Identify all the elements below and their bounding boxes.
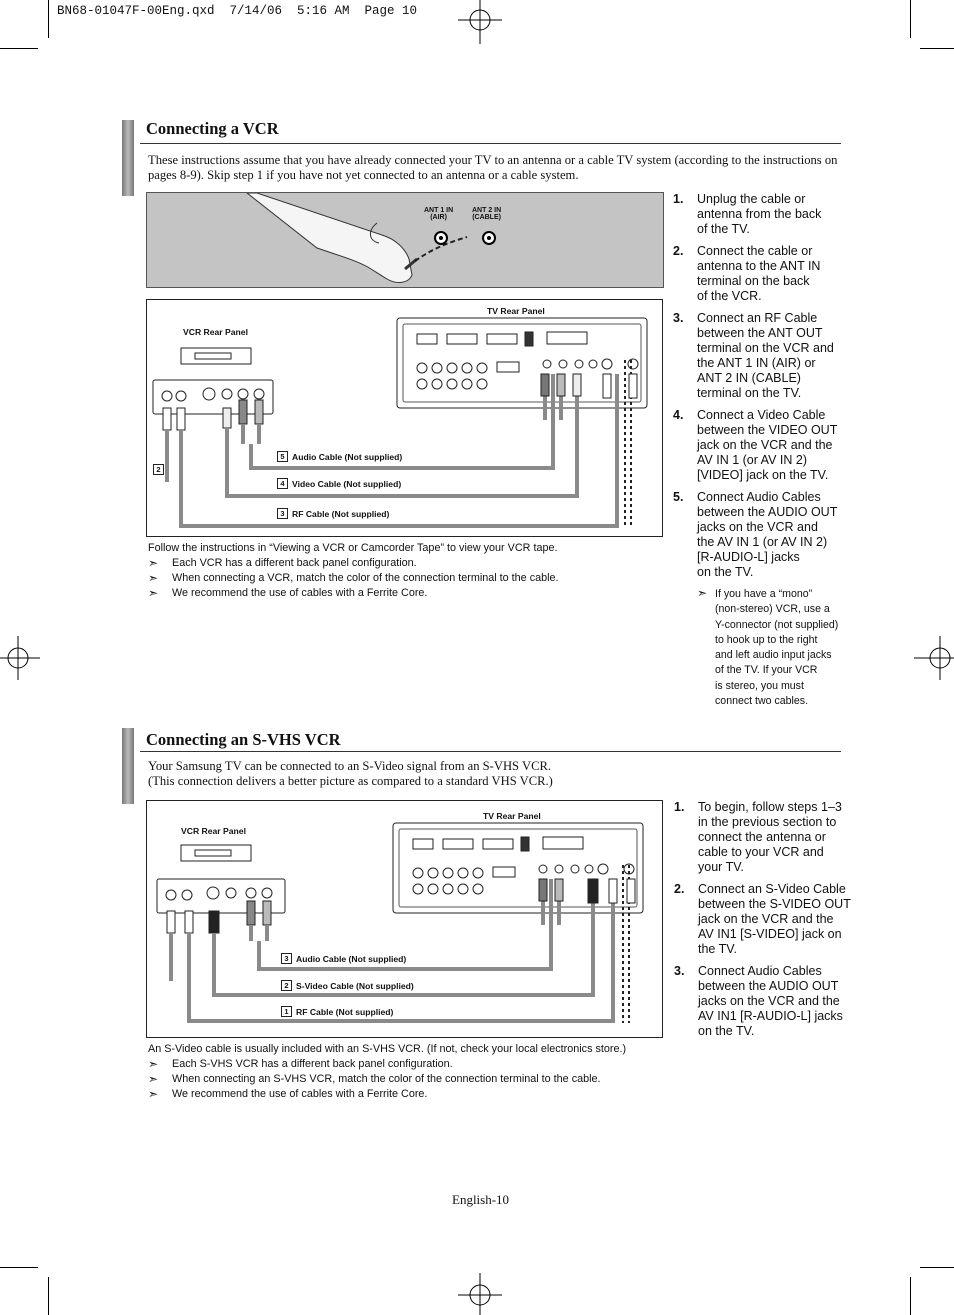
section-rule xyxy=(140,143,841,144)
svhs-connection-diagram xyxy=(146,800,663,1038)
step-item: 2. Connect an S-Video Cable between the S-VIDEO OUT jack on the VCR and the AV IN1 [S-VIDEO] jack on the TV. xyxy=(674,882,851,956)
section-title: Connecting a VCR xyxy=(146,119,279,138)
note-line: is stereo, you must xyxy=(715,679,804,692)
section-bar xyxy=(122,728,134,804)
step-item: 3. Connect Audio Cables between the AUDIO OUT jacks on the VCR and the AV IN1 [R-AUDIO-L] jacks on the TV. xyxy=(674,964,843,1038)
vcr-connection-diagram xyxy=(146,299,663,537)
crop-mark xyxy=(920,1267,954,1268)
notes-lead: Follow the instructions in “Viewing a VCR or Camcorder Tape” to view your VCR tape. xyxy=(148,542,558,554)
crop-mark xyxy=(910,0,911,38)
instruction-steps xyxy=(673,192,853,587)
rf-cable-label: 1 RF Cable (Not supplied) xyxy=(281,1006,393,1017)
registration-mark-left xyxy=(0,636,40,680)
section-intro xyxy=(148,759,838,789)
note-line: If you have a “mono” xyxy=(715,588,813,600)
step-item: 1. Unplug the cable or antenna from the back of the TV. xyxy=(673,192,822,236)
step-item: 2. Connect the cable or antenna to the ANT IN terminal on the back of the VCR. xyxy=(673,244,821,303)
intro-line: (This connection delivers a better picture as compared to a standard VHS VCR.) xyxy=(148,774,553,788)
note-bullet: ➣ Each VCR has a different back panel configuration. xyxy=(148,556,417,570)
step-item: 5. Connect Audio Cables between the AUDIO OUT jacks on the VCR and the AV IN 1 (or AV IN 2) [R-AUDIO-L] jacks on the TV. xyxy=(673,490,838,579)
wiring-illustration xyxy=(147,801,662,1037)
section-bar xyxy=(122,120,134,196)
antenna-photo xyxy=(146,192,664,288)
tv-rear-panel-label: TV Rear Panel xyxy=(483,811,541,821)
file-slug: BN68-01047F-00Eng.qxd 7/14/06 5:16 AM Page 10 xyxy=(57,4,418,18)
bottom-notes xyxy=(148,541,668,601)
crop-mark xyxy=(48,1277,49,1315)
hand-plugging-cable-illustration xyxy=(147,193,663,287)
audio-cable-label: 5 Audio Cable (Not supplied) xyxy=(277,451,402,462)
rf-cable-label: 3 RF Cable (Not supplied) xyxy=(277,508,389,519)
crop-mark xyxy=(48,0,49,38)
note-line: (non-stereo) VCR, use a xyxy=(715,603,830,616)
ant2-label: ANT 2 IN (CABLE) xyxy=(472,207,502,221)
note-bullet: ➣ When connecting an S-VHS VCR, match the color of the connection terminal to the cable. xyxy=(148,1072,601,1086)
note-bullet: ➣ When connecting a VCR, match the color of the connection terminal to the cable. xyxy=(148,571,559,585)
registration-mark-bottom xyxy=(458,1273,502,1315)
section-rule xyxy=(140,751,841,752)
step-marker: 2 xyxy=(153,464,164,475)
vcr-rear-panel-label: VCR Rear Panel xyxy=(183,327,248,337)
section-title: Connecting an S-VHS VCR xyxy=(146,730,341,749)
bottom-notes xyxy=(148,1042,708,1102)
instruction-steps xyxy=(674,800,864,1046)
tv-rear-panel-label: TV Rear Panel xyxy=(487,306,545,316)
registration-mark-right xyxy=(914,636,954,680)
vcr-rear-panel-label: VCR Rear Panel xyxy=(181,826,246,836)
section-intro: These instructions assume that you have already connected your TV to an antenna or a cable TV system (according to the instructions on pages 8-9). Skip step 1 if you have not yet connected to an antenna or a cable system. xyxy=(148,153,838,182)
crop-mark xyxy=(0,48,38,49)
audio-cable-label: 3 Audio Cable (Not supplied) xyxy=(281,953,406,964)
note-line: Y-connector (not supplied) xyxy=(715,618,839,631)
video-cable-label: 4 Video Cable (Not supplied) xyxy=(277,478,401,489)
note-line: and left audio input jacks xyxy=(715,649,832,662)
note-bullet: ➣ We recommend the use of cables with a Ferrite Core. xyxy=(148,1087,428,1101)
note-line: of the TV. If your VCR xyxy=(715,664,818,677)
step-item: 3. Connect an RF Cable between the ANT OUT terminal on the VCR and the ANT 1 IN (AIR) or ANT 2 IN (CABLE) terminal on the TV. xyxy=(673,311,834,400)
side-note xyxy=(715,587,865,709)
note-bullet: ➣ We recommend the use of cables with a Ferrite Core. xyxy=(148,586,428,600)
crop-mark xyxy=(910,1277,911,1315)
page-number: English-10 xyxy=(452,1192,510,1207)
step-item: 4. Connect a Video Cable between the VIDEO OUT jack on the VCR and the AV IN 1 (or AV IN 2) [VIDEO] jack on the TV. xyxy=(673,408,838,482)
registration-mark-top xyxy=(458,0,502,44)
note-bullet: ➣ Each S-VHS VCR has a different back panel configuration. xyxy=(148,1057,453,1071)
step-item: 1. To begin, follow steps 1–3 in the previous section to connect the antenna or cable to your VCR and your TV. xyxy=(674,800,842,874)
intro-line: Your Samsung TV can be connected to an S-Video signal from an S-VHS VCR. xyxy=(148,759,552,773)
ant1-label: ANT 1 IN (AIR) xyxy=(424,207,454,221)
note-line: connect two cables. xyxy=(715,695,809,708)
crop-mark xyxy=(920,48,954,49)
svideo-cable-label: 2 S-Video Cable (Not supplied) xyxy=(281,980,414,991)
note-arrow: ➣ xyxy=(697,586,708,600)
note-line: to hook up to the right xyxy=(715,633,818,646)
crop-mark xyxy=(0,1267,38,1268)
notes-lead: An S-Video cable is usually included with an S-VHS VCR. (If not, check your local electronics store.) xyxy=(148,1043,627,1055)
